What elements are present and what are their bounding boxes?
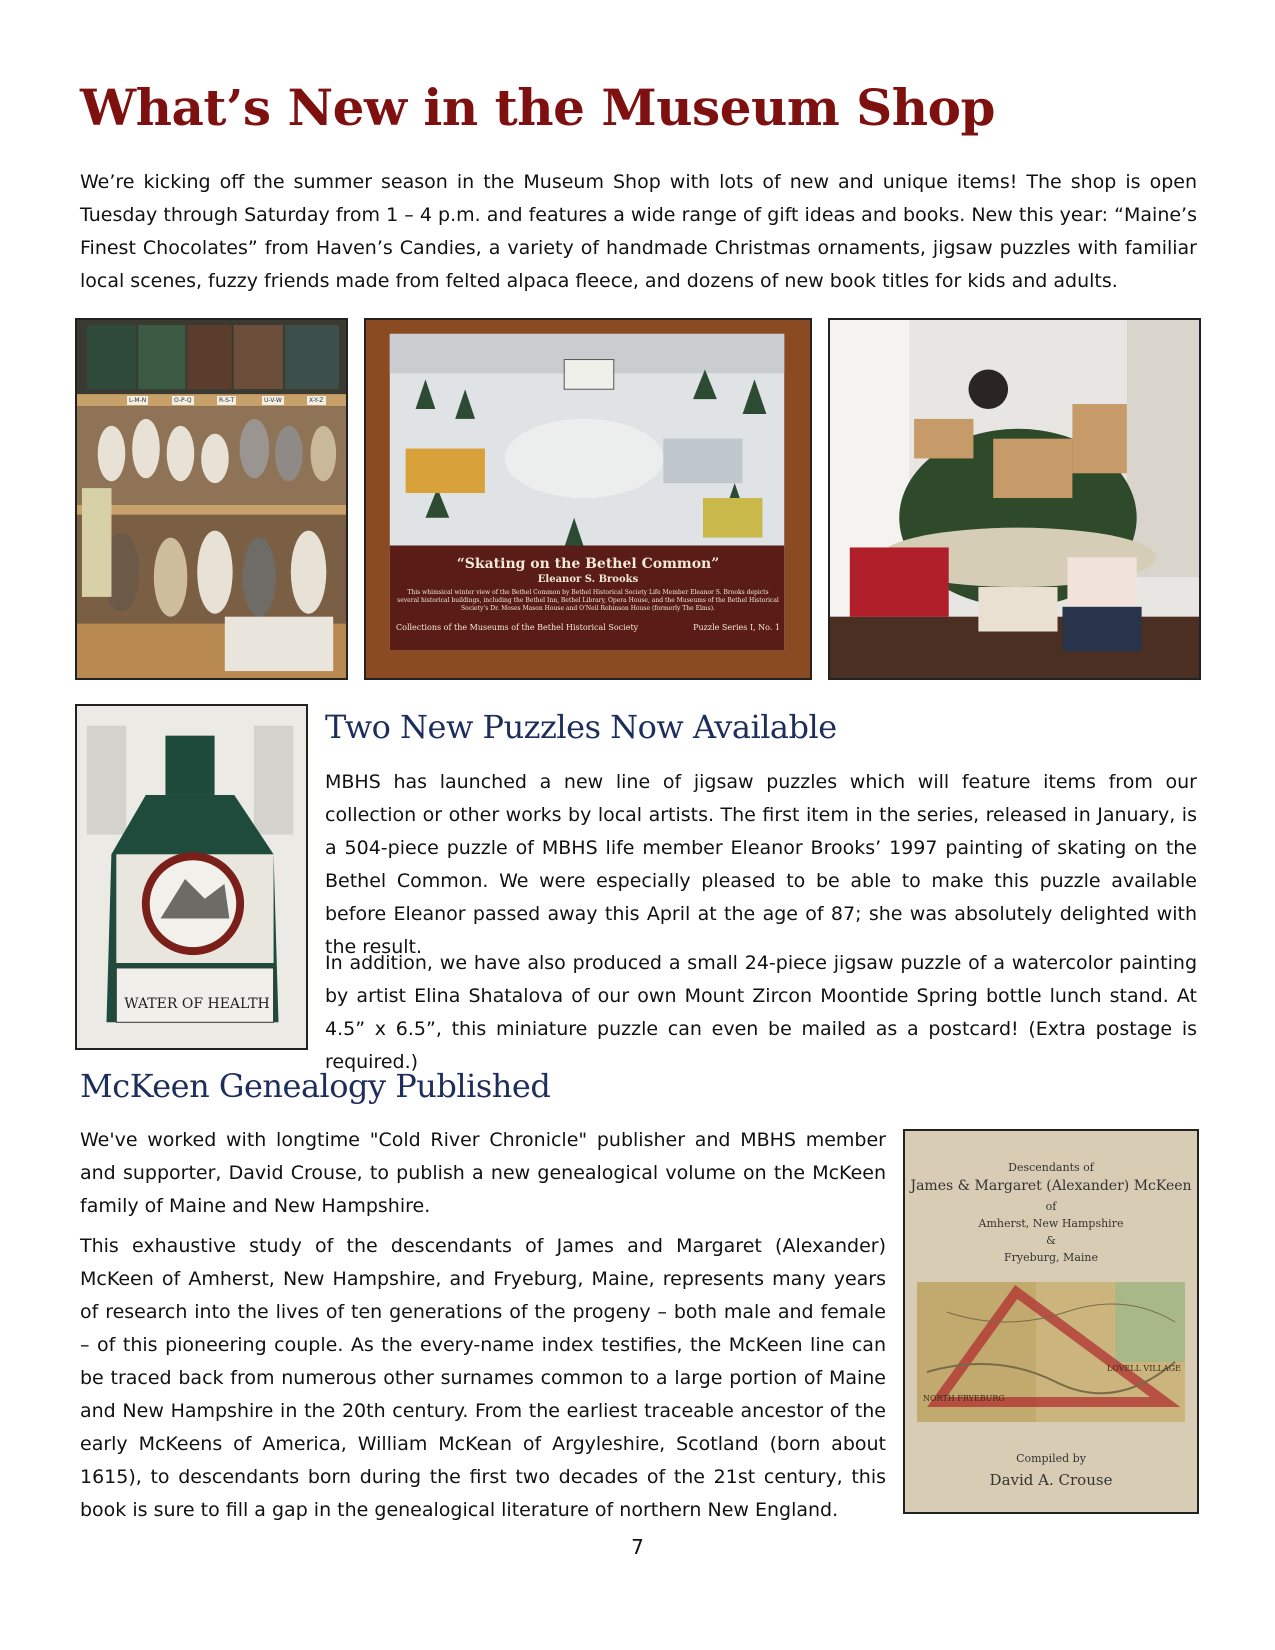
intro-paragraph: We’re kicking off the summer season in the Museum Shop with lots of new and unique items! The shop is open Tuesday through Saturday from 1 – 4 p.m. and features a wide range of gift ideas and books. New this year: “Maine’s Finest Chocolates” from Haven’s Candies, a variety of handmade Christmas ornaments, jigsaw puzzles with familiar local scenes, fuzzy friends made from felted alpaca fleece, and dozens of new book titles for kids and adults. <box>80 171 1197 292</box>
skating-puzzle-photo <box>364 318 812 680</box>
puzzle-title: “Skating on the Bethel Common” <box>456 556 720 572</box>
cover-line1: Descendants of <box>1008 1161 1094 1174</box>
puzzles-heading: Two New Puzzles Now Available <box>325 708 837 746</box>
bottle-label: WATER OF HEALTH <box>124 996 270 1012</box>
puzzle-artist: Eleanor S. Brooks <box>537 574 639 585</box>
puzzles-para1: MBHS has launched a new line of jigsaw puzzles which will feature items from our collection or other works by local artists. The first item in the series, released in January, is a 504-piece puzzle of MBHS life member Eleanor Brooks’ 1997 painting of skating on the Bethel Common. We were especially pleased to be able to make this puzzle available before Eleanor passed away this April at the age of 87; she was absolutely delighted with the result. <box>325 771 1197 958</box>
cover-line4: Amherst, New Hampshire <box>978 1217 1124 1230</box>
shelf-label: O-P-Q <box>174 397 192 404</box>
book-cover <box>903 1129 1199 1514</box>
cover-author: David A. Crouse <box>989 1471 1113 1489</box>
bottle-watercolor-photo <box>75 704 308 1050</box>
shelf-label: R-S-T <box>219 397 235 404</box>
cover-line6: Fryeburg, Maine <box>1004 1251 1098 1264</box>
puzzle-caption: This whimsical winter view of the Bethel Common by Bethel Historical Society Life Member Eleanor S. Brooks depicts several historical buildings, including the Bethel Inn, Bethel Library, Opera House, and the Museums of the Bethel Historical Society’s Dr. Moses Mason House and O’Neil Robinson House (formerly The Elms). <box>397 589 779 612</box>
chocolates-ornaments-photo <box>828 318 1201 680</box>
map-label-lovell: LOVELL VILLAGE <box>1106 1364 1181 1373</box>
cover-line3: of <box>1045 1200 1057 1213</box>
puzzle-series: Puzzle Series I, No. 1 <box>693 623 780 632</box>
alpaca-shelf-photo <box>75 318 348 680</box>
mckeen-para2: This exhaustive study of the descendants of James and Margaret (Alexander) McKeen of Amherst, New Hampshire, and Fryeburg, Maine, represents many years of research into the lives of ten generations of the progeny – both male and female – of this pioneering couple. As the every-name index testifies, the McKeen line can be traced back from numerous other surnames common to a large portion of Maine and New Hampshire in the 20th century. From the earliest traceable ancestor of the early McKeens of America, William McKean of Argyleshire, Scotland (born about 1615), to descendants born during the first two decades of the 21st century, this book is sure to fill a gap in the genealogical literature of northern New England. <box>80 1235 886 1521</box>
shelf-label: L-M-N <box>129 397 147 404</box>
cover-map <box>917 1282 1185 1422</box>
cover-compiled: Compiled by <box>1016 1452 1086 1465</box>
shelf-label: X-Y-Z <box>309 397 324 404</box>
page-number: 7 <box>631 1535 644 1559</box>
puzzles-para2: In addition, we have also produced a small 24-piece jigsaw puzzle of a watercolor painting by artist Elina Shatalova of our own Mount Zircon Moontide Spring bottle lunch stand. At 4.5” x 6.5”, this miniature puzzle can even be mailed as a postcard! (Extra postage is required.) <box>325 952 1197 1073</box>
cover-line5: & <box>1046 1234 1056 1247</box>
puzzle-collection: Collections of the Museums of the Bethel Historical Society <box>396 623 639 632</box>
page-title: What’s New in the Museum Shop <box>80 78 995 137</box>
map-label-north-fryeburg: NORTH FRYEBURG <box>923 1394 1005 1403</box>
shelf-label: U-V-W <box>264 397 282 404</box>
mckeen-heading: McKeen Genealogy Published <box>80 1067 551 1105</box>
mckeen-para1: We've worked with longtime "Cold River Chronicle" publisher and MBHS member and supporter, David Crouse, to publish a new genealogical volume on the McKeen family of Maine and New Hampshire. <box>80 1129 886 1217</box>
cover-line2: James & Margaret (Alexander) McKeen <box>910 1178 1192 1194</box>
